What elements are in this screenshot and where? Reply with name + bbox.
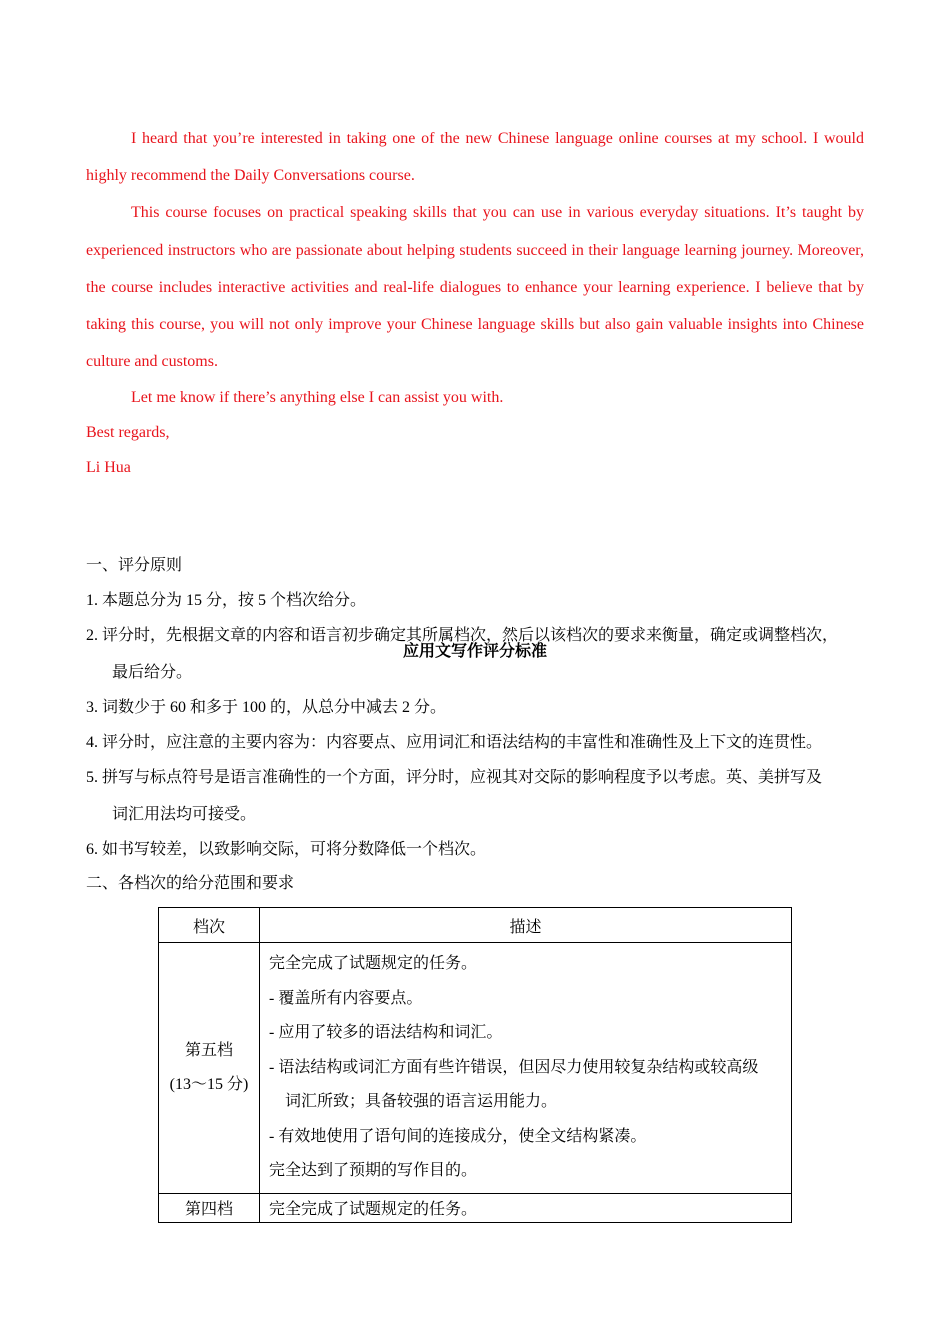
rule-3 (86, 689, 876, 726)
level-name: 第五档 (184, 1041, 233, 1059)
description-line: 完全达到了预期的写作目的。 (269, 1162, 478, 1179)
rule-1 (86, 582, 876, 619)
rule-number: 6. (86, 841, 98, 858)
rule-text: 如书写较差，以致影响交际，可将分数降低一个档次。 (102, 841, 487, 858)
rule-2 (86, 617, 876, 691)
header-level: 档次 (159, 908, 260, 943)
letter-paragraph-3: Let me know if there’s anything else I can assist you with. (131, 389, 504, 407)
section-1-title: 一、评分原则 (86, 557, 183, 574)
letter-signature: Li Hua (86, 459, 131, 477)
rubric-title: 应用文写作评分标准 (402, 643, 547, 660)
level-5-cell (159, 943, 260, 1194)
scoring-table (158, 907, 792, 1223)
rule-text: 词数少于 60 和多于 100 的，从总分中减去 2 分。 (102, 699, 447, 716)
rule-text: 本题总分为 15 分，按 5 个档次给分。 (102, 592, 367, 609)
rule-number: 5. (86, 769, 98, 786)
header-description: 描述 (260, 908, 792, 943)
description-line: 完全完成了试题规定的任务。 (269, 955, 478, 972)
rule-text: 评分时，先根据文章的内容和语言初步确定其所属档次，然后以该档次的要求来衡量，确定或调整档次， (102, 627, 839, 644)
table-row (159, 1193, 792, 1222)
rule-number: 1. (86, 592, 98, 609)
letter-paragraph-2: This course focuses on practical speaking skills that you can use in various everyday situations. It’s taught by experienced instructors who are passionate about helping students succeed in their language learning journey. Moreover, the course includes interactive activities and real-life dialogues to enhance your learning experience. I believe that by taking this course, you will not only improve your Chinese language skills but also gain valuable insights into Chinese culture and customs. (86, 204, 864, 371)
section-2-title: 二、各档次的给分范围和要求 (86, 875, 295, 892)
rule-text: 拼写与标点符号是语言准确性的一个方面，评分时，应视其对交际的影响程度予以考虑。英、美拼写及 (102, 769, 823, 786)
rule-text-continued: 词汇用法均可接受。 (112, 806, 257, 823)
rule-number: 4. (86, 734, 98, 751)
table-header-row (159, 908, 792, 943)
rule-4 (86, 724, 876, 761)
rule-number: 2. (86, 627, 98, 644)
description-line: - 语法结构或词汇方面有些许错误，但因尽力使用较复杂结构或较高级 (269, 1058, 759, 1076)
rule-text: 评分时，应注意的主要内容为：内容要点、应用词汇和语法结构的丰富性和准确性及上下文的连贯性。 (102, 734, 823, 751)
page (86, 120, 864, 1218)
rule-6 (86, 831, 876, 868)
level-4-cell: 第四档 (159, 1193, 260, 1222)
level-4-description: 完全完成了试题规定的任务。 (260, 1193, 792, 1222)
rule-text-continued: 最后给分。 (112, 664, 193, 681)
level-range: (13～15 分) (169, 1075, 249, 1093)
letter-closing: Best regards, (86, 424, 170, 442)
description-line: - 有效地使用了语句间的连接成分，使全文结构紧凑。 (269, 1127, 647, 1145)
description-line: - 覆盖所有内容要点。 (269, 989, 423, 1007)
letter-paragraph-1: I heard that you’re interested in taking one of the new Chinese language online courses at my school. I would highly recommend the Daily Conversations course. (86, 130, 864, 185)
level-5-description (260, 943, 792, 1194)
description-line: 词汇所致；具备较强的语言运用能力。 (285, 1093, 558, 1110)
rule-number: 3. (86, 699, 98, 716)
description-line: - 应用了较多的语法结构和词汇。 (269, 1024, 503, 1041)
rule-5 (86, 759, 876, 833)
table-row (159, 943, 792, 1194)
sample-letter (86, 120, 864, 485)
